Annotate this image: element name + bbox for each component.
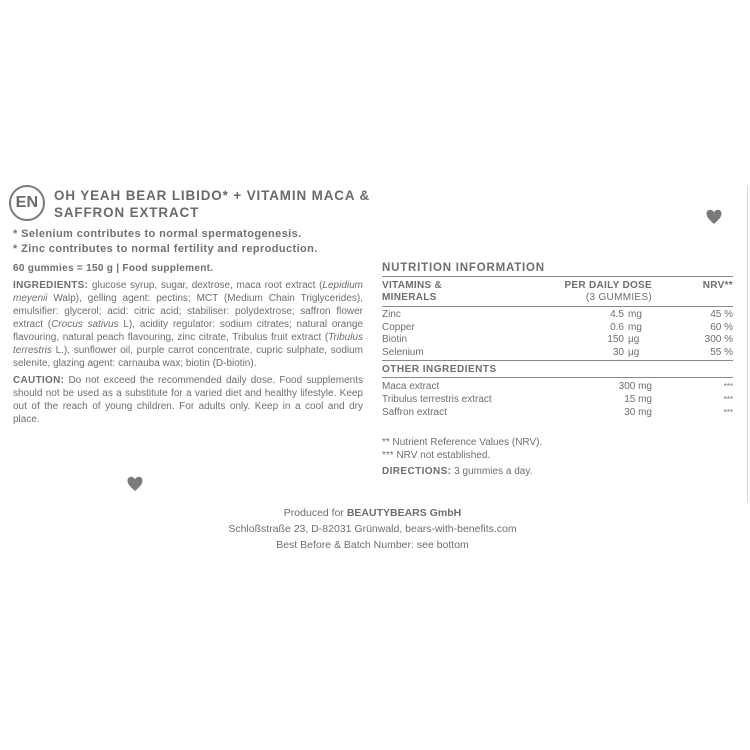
header-sub: (3 GUMMIES) [585, 292, 652, 303]
botanical-name: Lepidium meyenii [13, 280, 363, 304]
nutrition-title: NUTRITION INFORMATION [382, 261, 733, 277]
ingredient-nrv: *** [723, 408, 733, 417]
header-line: MINERALS [382, 292, 437, 303]
claim-selenium: * Selenium contributes to normal spermatogenesis. [13, 228, 302, 240]
ingredient-name: Tribulus terrestris extract [382, 394, 492, 405]
health-claims [13, 227, 393, 257]
amount-value: 0.6 [610, 321, 624, 333]
ingredients-text: Walp), gelling agent: pectins; MCT (Medium Chain Triglycerides), emulsifier: glycerol; acid: citric acid; stabiliser: polydextrose; saffron flower extract ( [13, 293, 363, 330]
header-nrv: NRV** [702, 280, 733, 291]
manufacturer-footer [150, 505, 595, 553]
header-line: PER DAILY DOSE [564, 280, 652, 291]
ingredient-amount: 30 mg [624, 407, 652, 418]
amount-unit: µg [628, 334, 640, 345]
nutrition-notes [382, 436, 732, 478]
table-row [382, 309, 733, 322]
nutrient-name: Selenium [382, 346, 424, 358]
produced-for-line [150, 505, 595, 521]
amount-value: 30 [612, 346, 624, 358]
nutrient-name: Copper [382, 321, 415, 333]
ingredient-nrv: *** [723, 382, 733, 391]
directions-label: DIRECTIONS: [382, 466, 452, 477]
botanical-name: Crocus sativus [51, 319, 119, 330]
amount-unit: mg [628, 321, 642, 333]
ingredients-paragraph [13, 279, 363, 370]
nutrient-amount [532, 309, 658, 322]
note-not-established: *** NRV not established. [382, 450, 491, 461]
nutrient-nrv: 300 % [704, 334, 733, 345]
header-line: VITAMINS & [382, 280, 443, 291]
ingredients-label: INGREDIENTS: [13, 280, 89, 291]
table-row [382, 347, 733, 360]
amount-unit: µg [628, 346, 640, 358]
other-ingredients-heading: OTHER INGREDIENTS [382, 361, 733, 378]
botanical-name: Tribulus terrestris [13, 332, 363, 356]
ingredient-amount: 300 mg [618, 381, 652, 392]
product-details [13, 262, 363, 430]
claim-zinc: * Zinc contributes to normal fertility and reproduction. [13, 243, 318, 255]
header-daily-dose [532, 280, 658, 304]
table-row [382, 380, 733, 393]
amount-value: 4.5 [610, 309, 624, 320]
product-title: OH YEAH BEAR LIBIDO* + VITAMIN MACA & SAFFRON EXTRACT [54, 188, 371, 220]
right-edge-rule [747, 186, 748, 502]
table-row [382, 322, 733, 335]
caution-paragraph [13, 374, 363, 426]
note-nrv: ** Nutrient Reference Values (NRV). [382, 437, 543, 448]
best-before-note: Best Before & Batch Number: see bottom [276, 539, 469, 551]
nutrition-header-row [382, 277, 733, 307]
ingredient-amount: 15 mg [624, 394, 652, 405]
company-address: Schloßstraße 23, D-82031 Grünwald, bears-with-benefits.com [228, 523, 517, 535]
serving-info: 60 gummies = 150 g | Food supplement. [13, 263, 214, 274]
heart-icon [127, 476, 143, 492]
ingredient-name: Maca extract [382, 381, 440, 392]
table-row [382, 393, 733, 406]
nutrition-table [382, 261, 733, 419]
ingredients-text: L.), sunflower oil, purple carrot concentrate, cupric sulphate, sodium selenite, glazing agent: carnauba wax; biotin (D-biotin). [13, 345, 363, 369]
directions-text: 3 gummies a day. [451, 466, 533, 477]
ingredients-text: L), acidity regulator: sodium citrates; natural orange flavouring, natural peach flavouring, zinc citrate, Tribulus fruit extract ( [13, 319, 364, 343]
nutrient-name: Biotin [382, 334, 408, 345]
language-code: EN [15, 194, 39, 211]
ingredient-name: Saffron extract [382, 407, 447, 418]
nutrient-name: Zinc [382, 309, 401, 320]
nutrient-nrv: 60 % [710, 321, 733, 333]
ingredient-nrv: *** [723, 395, 733, 404]
heart-icon [706, 209, 722, 225]
produced-for-label: Produced for [283, 507, 347, 519]
vitamin-rows [382, 307, 733, 359]
amount-value: 150 [607, 334, 624, 345]
table-row [382, 334, 733, 347]
language-badge [9, 185, 45, 221]
nutrient-amount [532, 322, 658, 335]
table-row [382, 406, 733, 419]
other-ingredient-rows [382, 378, 733, 419]
company-name: BEAUTYBEARS GmbH [346, 507, 462, 519]
nutrient-nrv: 45 % [710, 309, 733, 320]
ingredients-text: glucose syrup, sugar, dextrose, maca root extract ( [88, 280, 323, 291]
directions [382, 465, 732, 478]
amount-unit: mg [628, 309, 642, 320]
nutrient-amount [532, 347, 658, 360]
nutrient-nrv: 55 % [710, 346, 733, 358]
header-vitamins-minerals [382, 280, 532, 304]
nutrient-amount [532, 334, 658, 347]
caution-label: CAUTION: [13, 375, 65, 386]
caution-text: Do not exceed the recommended daily dose. Food supplements should not be used as a substitute for a varied diet and healthy lifestyle. Keep out of the reach of young children. For adults only. Keep in a cool and dry place. [13, 375, 363, 425]
